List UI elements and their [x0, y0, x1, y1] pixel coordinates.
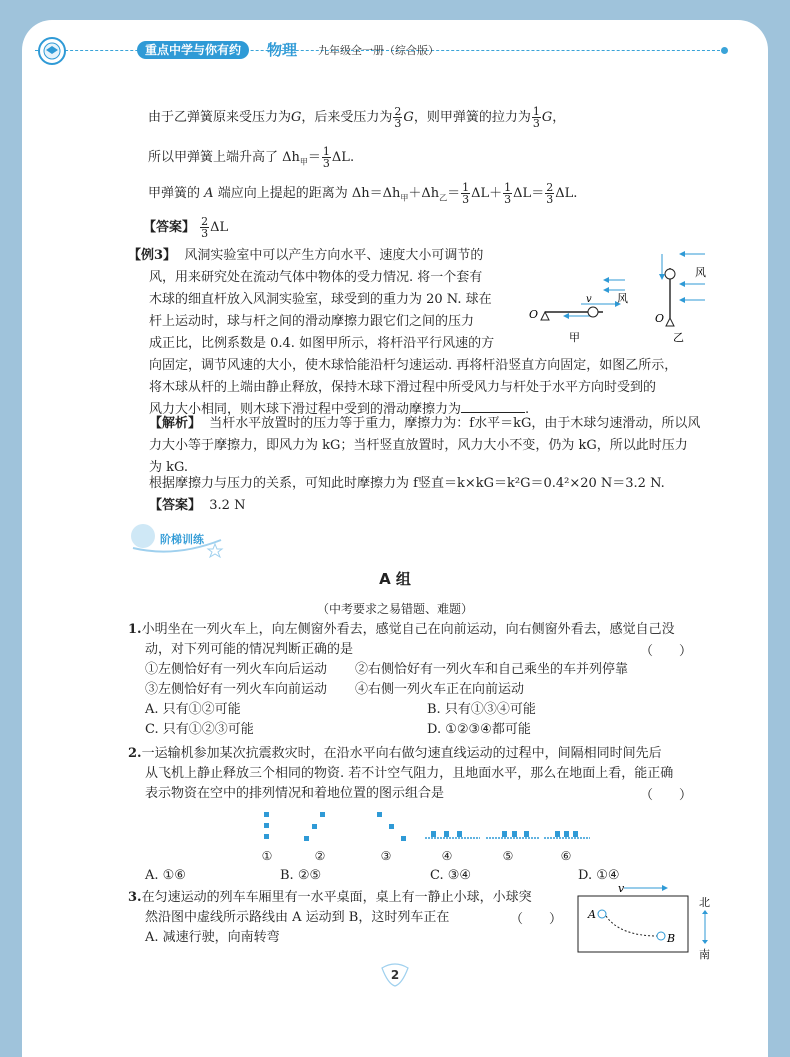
fraction-1-3: $\frac{1}{3}$ — [322, 145, 330, 170]
q2-option-d[interactable]: D. ①④ — [578, 868, 620, 883]
page-header — [35, 36, 735, 66]
q2-label-6: ⑥ — [560, 849, 572, 863]
q1-line-1: 1.小明坐在一列火车上，向左侧窗外看去，感觉自己在向前运动，向右侧窗外看去，感觉自己没 — [128, 622, 675, 637]
example3-line-4: 杆上运动时，球与杆之间的滑动摩擦力跟它们之间的压力 — [149, 314, 475, 329]
q2-diagram — [250, 806, 595, 868]
q2-figure-2 — [304, 812, 325, 841]
analysis-line-2: 力大小等于摩擦力，即风力为 kG；当杆竖直放置时，风力大小不变，仍为 kG，所以此时压力 — [149, 438, 688, 453]
header-grade: 九年级全一册（综合版） — [318, 44, 439, 57]
q2-label-4: ④ — [441, 849, 453, 863]
header-rule-dot — [721, 47, 728, 54]
q3-north-label: 北 — [699, 896, 710, 909]
school-logo-icon — [35, 36, 69, 66]
q1-choice-2: ②右侧恰好有一列火车和自己乘坐的车并列停靠 — [355, 662, 629, 677]
analysis-line-3: 为 kG. — [149, 460, 189, 475]
q3-point-a: A — [588, 908, 596, 921]
q2-figure-3 — [377, 812, 406, 841]
fig-wind-label-jia: 风 — [617, 292, 628, 305]
q2-label-3: ③ — [380, 849, 392, 863]
q3-velocity-label: v — [618, 882, 625, 895]
q3-answer-paren[interactable]: （ ） — [510, 912, 563, 927]
example3-line-2: 风，用来研究处在流动气体中物体的受力情况. 将一个套有 — [149, 270, 483, 285]
q1-answer-paren[interactable]: （ ） — [640, 644, 693, 659]
group-subtitle: （中考要求之易错题、难题） — [316, 602, 473, 616]
answer-blank — [461, 400, 525, 413]
q2-figure-6 — [544, 831, 590, 838]
q2-line-3: 表示物资在空中的排列情况和着地位置的图示组合是 — [145, 786, 445, 801]
q2-figure-4 — [425, 831, 480, 838]
example3-label: 【例3】 — [128, 248, 177, 263]
q2-label-1: ① — [261, 849, 273, 863]
q1-option-a[interactable]: A. 只有①②可能 — [145, 702, 241, 717]
header-subject: 物理 — [267, 41, 298, 59]
wind-tunnel-figure — [525, 244, 725, 344]
solution-line-2: 所以甲弹簧上端升高了 $\Delta h_甲=$ $\frac{1}{3}$ ΔL. — [148, 145, 355, 170]
q3-line-1: 3.在匀速运动的列车车厢里有一水平桌面，桌上有一静止小球，小球突 — [128, 890, 532, 905]
page-number: 2 — [390, 968, 400, 982]
ladder-training-label: 阶梯训练 — [160, 533, 204, 546]
fraction-1-3: $\frac{1}{3}$ — [532, 105, 540, 130]
q1-line-2: 动，对下列可能的情况判断正确的是 — [145, 642, 354, 657]
q2-label-5: ⑤ — [502, 849, 514, 863]
q2-option-c[interactable]: C. ③④ — [430, 868, 472, 883]
q2-option-b[interactable]: B. ②⑤ — [280, 868, 322, 883]
header-series: 重点中学与你有约 — [137, 41, 249, 59]
fig-velocity-label: v — [586, 294, 592, 305]
q1-option-c[interactable]: C. 只有①②③可能 — [145, 722, 254, 737]
q2-label-2: ② — [314, 849, 326, 863]
example3-answer: 【答案】 3.2 N — [149, 498, 246, 513]
analysis-label: 【解析】 — [149, 416, 202, 431]
analysis-line-4: 根据摩擦力与压力的关系，可知此时摩擦力为 f竖直＝k×kG＝k²G＝0.4²×20 N＝3.2 N. — [149, 476, 665, 491]
figure-jia — [541, 277, 625, 320]
example3-line-5: 成正比，比例系数是 0.4. 如图甲所示，将杆沿平行风速的方 — [149, 336, 495, 351]
q3-point-b: B — [667, 932, 676, 945]
q3-south-label: 南 — [699, 948, 710, 960]
example3-line-8: 风力大小相同，则木球下滑过程中受到的滑动摩擦力为 . — [149, 402, 530, 417]
q1-option-b[interactable]: B. 只有①③④可能 — [427, 702, 536, 717]
q3-option-a[interactable]: A. 减速行驶，向南转弯 — [145, 930, 280, 945]
group-title: A 组 — [379, 570, 411, 588]
q2-answer-paren[interactable]: （ ） — [640, 788, 693, 803]
q1-option-d[interactable]: D. ①②③④都可能 — [427, 722, 531, 737]
fig-origin-jia: O — [529, 308, 539, 321]
q2-option-a[interactable]: A. ①⑥ — [145, 868, 186, 883]
fig-origin-yi: O — [655, 312, 665, 325]
fraction-2-3: $\frac{2}{3}$ — [394, 105, 402, 130]
q2-figure-1 — [264, 812, 269, 839]
example3-line-1: 【例3】 风洞实验室中可以产生方向水平、速度大小可调节的 — [128, 248, 484, 263]
fig-label-jia: 甲 — [569, 331, 580, 344]
fig-wind-label-yi: 风 — [695, 266, 706, 279]
q3-line-2: 然沿图中虚线所示路线由 A 运动到 B，这时列车正在 — [145, 910, 450, 925]
q2-figure-5 — [486, 831, 540, 838]
fig-label-yi: 乙 — [673, 331, 684, 344]
analysis-line-1: 【解析】 当杆水平放置时的压力等于重力，摩擦力为：f水平＝kG，由于木球匀速滑动，所以风 — [149, 416, 701, 431]
q1-choice-3: ③左侧恰好有一列火车向前运动 — [145, 682, 328, 697]
q2-line-1: 2.一运输机参加某次抗震救灾时，在沿水平向右做匀速直线运动的过程中，间隔相同时间先后 — [128, 746, 662, 761]
solution-line-1: 由于乙弹簧原来受压力为G，后来受压力为 $\frac{2}{3}$ G，则甲弹簧的拉力为 $\frac{1}{3}$ G， — [148, 105, 566, 130]
q1-choice-4: ④右侧一列火车正在向前运动 — [355, 682, 525, 697]
q2-line-2: 从飞机上静止释放三个相同的物资. 若不计空气阻力，且地面水平，那么在地面上看，能正确 — [145, 766, 674, 781]
example3-line-6: 向固定，调节风速的大小，使木球恰能沿杆匀速运动. 再将杆沿竖直方向固定，如图乙所示， — [149, 358, 678, 373]
q3-diagram — [574, 880, 724, 960]
example3-line-3: 木球的细直杆放入风洞实验室，球受到的重力为 20 N. 球在 — [149, 292, 492, 307]
solution-line-3: 甲弹簧的 A 端应向上提起的距离为 $\Delta h=\Delta h_甲+\Delta h_乙=$ $\frac{1}{3}$ ΔL＋ $\frac{1}{3}$ ΔL＝ $\frac{2}{3}$ ΔL. — [148, 181, 578, 206]
solution-answer: 【答案】 $\frac{2}{3}$ ΔL — [143, 215, 229, 240]
example3-line-7: 将木球从杆的上端由静止释放，保持木球下滑过程中所受风力与杆处于水平方向时受到的 — [149, 380, 657, 395]
q1-choice-1: ①左侧恰好有一列火车向后运动 — [145, 662, 328, 677]
figure-yi — [659, 251, 705, 326]
